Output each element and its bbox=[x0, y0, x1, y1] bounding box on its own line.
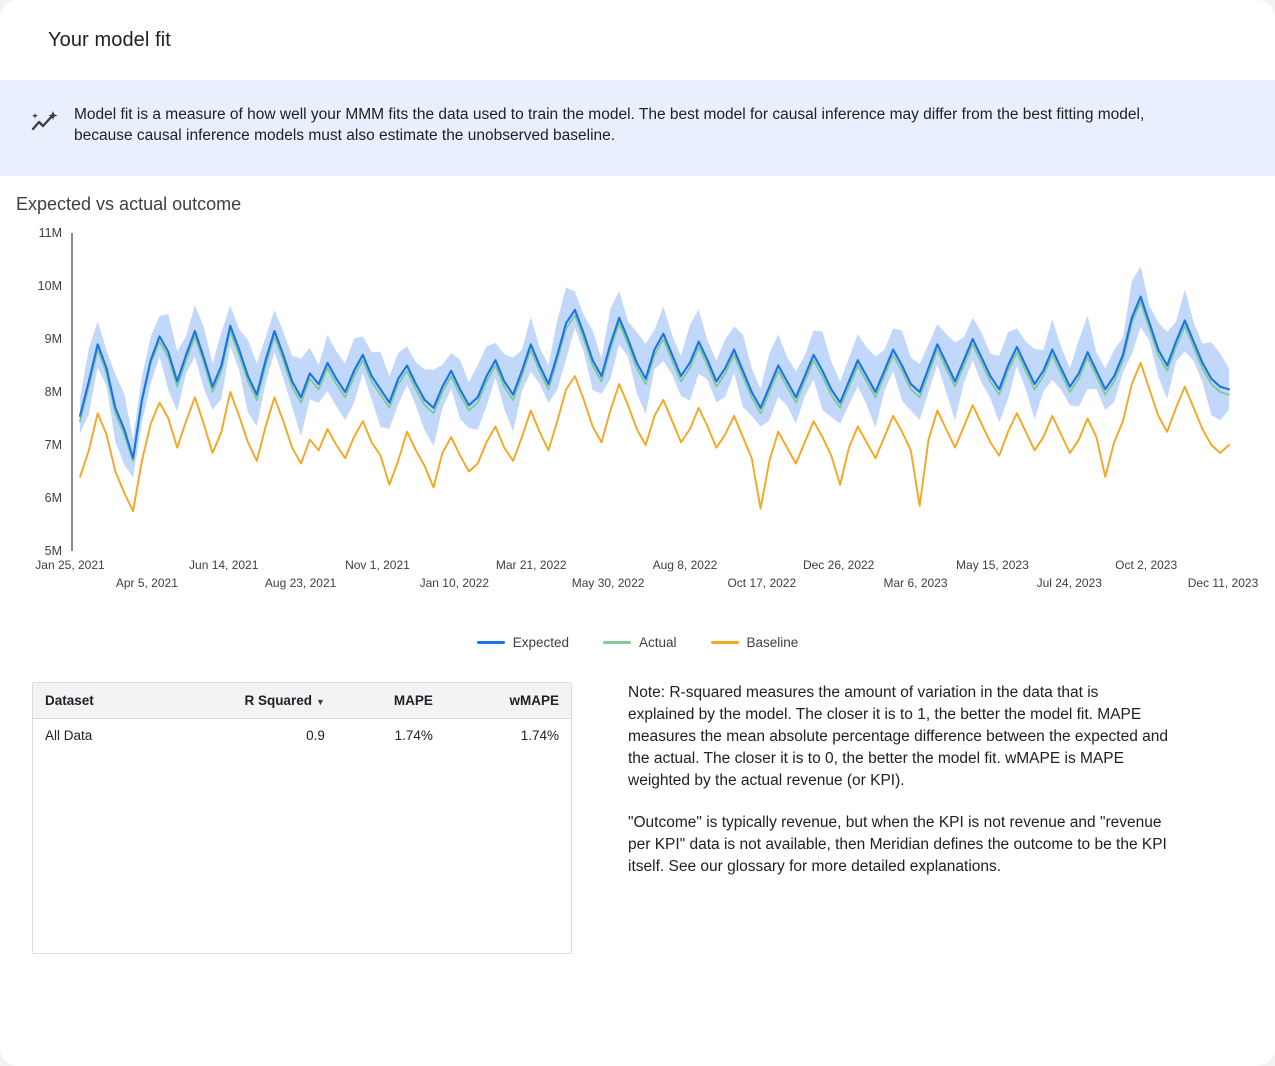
y-axis bbox=[38, 226, 62, 558]
note-paragraph-2: "Outcome" is typically revenue, but when the KPI is not revenue and "revenue per KPI" data is not available, then Meridian defines the outcome to be the KPI itself. See our glossary for more detailed explanations. bbox=[628, 814, 1167, 875]
column-header-dataset-label: Dataset bbox=[45, 693, 94, 708]
x-tick-label: Aug 8, 2022 bbox=[652, 558, 718, 572]
legend-label-actual: Actual bbox=[638, 635, 677, 650]
model-fit-line-chart bbox=[0, 221, 1275, 621]
chart-section bbox=[0, 176, 1275, 650]
x-tick-label: Oct 2, 2023 bbox=[1115, 558, 1178, 572]
info-banner-text: Model fit is a measure of how well your MMM fits the data used to train the model. The best model for causal inference may differ from the best fitting model, because causal inference models must also estimate the unobserved baseline. bbox=[74, 106, 1145, 144]
x-tick-label: Jun 14, 2021 bbox=[189, 558, 259, 572]
x-tick-label: Jan 10, 2022 bbox=[419, 576, 490, 590]
cell-dataset: All Data bbox=[45, 728, 93, 743]
x-tick-label: Aug 23, 2021 bbox=[264, 576, 337, 590]
y-tick-label: 11M bbox=[38, 226, 62, 240]
info-banner bbox=[0, 80, 1275, 176]
model-fit-table bbox=[33, 683, 571, 752]
credible-interval-band bbox=[80, 266, 1229, 477]
note-paragraph-1: Note: R-squared measures the amount of variation in the data that is explained by the model. The closer it is to 1, the better the model fit. MAPE measures the mean absolute percentage difference between the expected and the actual. The closer it is to 0, the better the model fit. wMAPE is MAPE weighted by the actual revenue (or KPI). bbox=[628, 684, 1169, 789]
sort-desc-icon: ▼ bbox=[315, 697, 325, 707]
bottom-section bbox=[0, 650, 1275, 954]
legend-swatch-expected bbox=[477, 641, 505, 644]
column-header-wmape-label: wMAPE bbox=[509, 693, 559, 708]
y-tick-label: 5M bbox=[44, 544, 62, 558]
column-header-mape[interactable] bbox=[337, 683, 445, 719]
x-tick-label: Jan 25, 2021 bbox=[35, 558, 105, 572]
x-tick-label: Mar 21, 2022 bbox=[495, 558, 567, 572]
cell-mape: 1.74% bbox=[394, 728, 433, 743]
legend-label-expected: Expected bbox=[512, 635, 569, 650]
model-fit-table-container bbox=[32, 682, 572, 954]
legend-label-baseline: Baseline bbox=[746, 635, 799, 650]
x-tick-label: Dec 11, 2023 bbox=[1187, 576, 1259, 590]
x-tick-label: Oct 17, 2022 bbox=[727, 576, 797, 590]
y-tick-label: 10M bbox=[37, 279, 62, 293]
chart-plot-area bbox=[0, 221, 1275, 641]
cell-wmape: 1.74% bbox=[520, 728, 559, 743]
y-tick-label: 6M bbox=[44, 491, 62, 505]
explanatory-note bbox=[628, 682, 1168, 954]
y-tick-label: 8M bbox=[44, 385, 62, 399]
x-tick-label: Mar 6, 2023 bbox=[883, 576, 948, 590]
cell-r-squared: 0.9 bbox=[306, 728, 325, 743]
column-header-wmape[interactable] bbox=[445, 683, 571, 719]
table-header bbox=[33, 683, 571, 719]
x-tick-label: Dec 26, 2022 bbox=[802, 558, 875, 572]
x-tick-label: May 15, 2023 bbox=[956, 558, 1029, 572]
x-tick-label: May 30, 2022 bbox=[571, 576, 645, 590]
spark-trend-icon bbox=[24, 102, 64, 142]
column-header-mape-label: MAPE bbox=[393, 693, 433, 708]
chart-title: Expected vs actual outcome bbox=[16, 194, 242, 214]
x-axis bbox=[35, 558, 1258, 590]
legend-swatch-baseline bbox=[711, 641, 739, 644]
y-tick-label: 9M bbox=[44, 332, 62, 346]
x-tick-label: Apr 5, 2021 bbox=[115, 576, 178, 590]
card-header bbox=[0, 0, 1275, 80]
ci-band-path bbox=[80, 266, 1229, 477]
table-header-row bbox=[33, 683, 571, 719]
table-row[interactable] bbox=[33, 719, 571, 753]
legend-swatch-actual bbox=[603, 641, 631, 644]
x-tick-label: Jul 24, 2023 bbox=[1036, 576, 1102, 590]
y-tick-label: 7M bbox=[44, 438, 62, 452]
column-header-dataset[interactable] bbox=[33, 683, 158, 719]
table-body bbox=[33, 719, 571, 753]
page-title: Your model fit bbox=[48, 28, 171, 51]
column-header-r-squared[interactable] bbox=[158, 683, 337, 719]
column-header-r-squared-label: R Squared bbox=[244, 693, 312, 708]
x-tick-label: Nov 1, 2021 bbox=[345, 558, 410, 572]
